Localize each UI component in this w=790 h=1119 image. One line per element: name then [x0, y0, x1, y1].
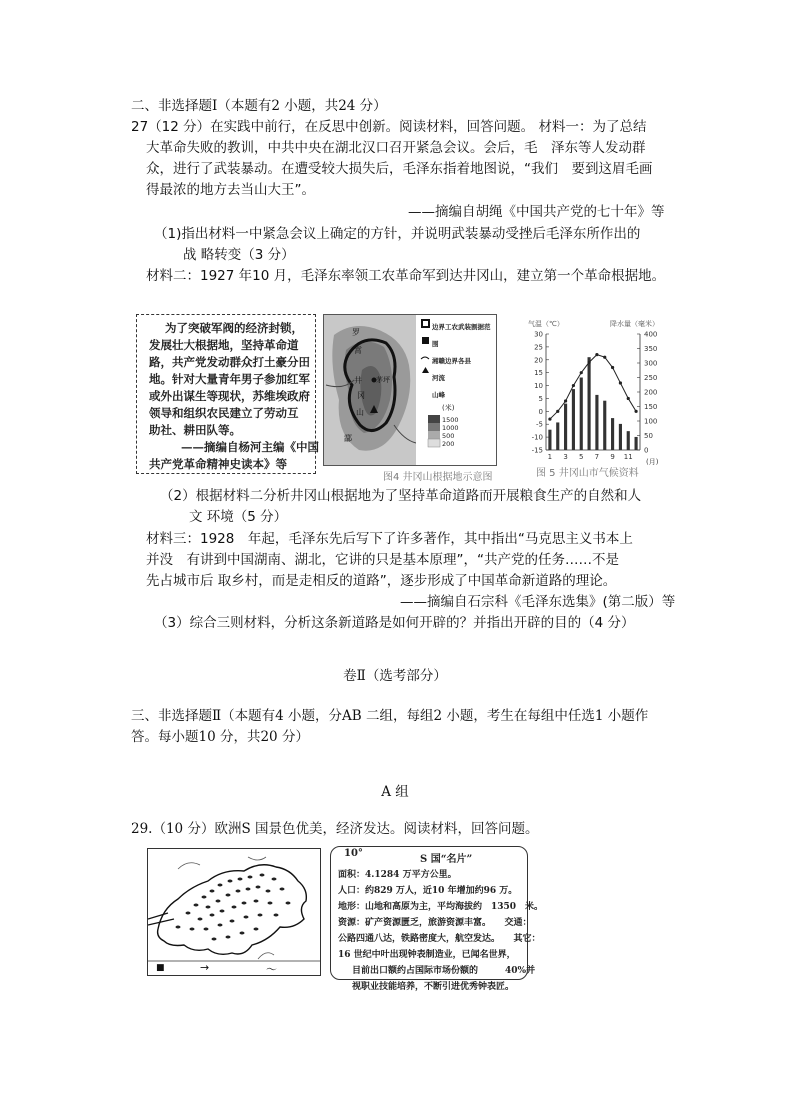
- material-2-textbox: [136, 314, 319, 474]
- chart-left-tick-label: 30: [534, 330, 543, 339]
- country-s-outline: [148, 849, 320, 975]
- sub-question-2-line1: （2）根据材料二分析井冈山根据地为了坚持革命道路而开展粮食生产的自然和人: [160, 488, 642, 504]
- precipitation-bar: [580, 378, 583, 451]
- sub-question-3: （3）综合三则材料，分析这条新道路是如何开辟的？并指出开辟的目的（4 分）: [154, 615, 635, 631]
- climate-chart: [522, 314, 682, 466]
- chart-x-tick-label: 5: [579, 453, 584, 461]
- textbox-line: ——摘编自杨河主编《中国: [181, 440, 319, 454]
- temperature-point: [564, 399, 567, 402]
- legend-square-icon: ■: [156, 963, 165, 973]
- textbox-line: 为了突破军阀的经济封锁，: [165, 321, 303, 335]
- q29-intro: 29.（10 分）欧洲S 国景色优美，经济发达。阅读材料，回答问题。: [131, 821, 539, 837]
- temperature-point: [548, 417, 551, 420]
- temperature-point: [627, 397, 630, 400]
- material-3-line1: 材料三：1928 年起，毛泽东先后写下了许多著作，其中指出“马克思主义书本上: [146, 531, 633, 547]
- sub-question-2-line2: 文 环境（5 分）: [189, 509, 288, 525]
- chart-left-tick-label: 15: [534, 369, 543, 378]
- card-line: 人口：约829 万人，近10 年增加约96 万。: [338, 886, 518, 896]
- textbox-line: 领导和组织农民建立了劳动互: [149, 406, 299, 420]
- chart-left-tick-label: 10: [534, 382, 543, 391]
- precipitation-bar: [603, 401, 606, 450]
- chart-right-tick-label: 300: [644, 359, 658, 368]
- q27-intro-line1: 27（12 分）在实践中前行，在反思中创新。阅读材料，回答问题。 材料一：为了总结: [131, 119, 647, 135]
- temperature-point: [572, 384, 575, 387]
- q27-intro-line2: 大革命失败的教训，中共中央在湖北汉口召开紧急会议。会后，毛 泽东等人发动群: [146, 140, 646, 156]
- textbox-line: 路，共产党发动群众打土豪分田: [149, 355, 310, 369]
- temperature-point: [634, 410, 637, 413]
- map-label: 山: [356, 408, 364, 417]
- elevation-tick: 1500: [442, 416, 459, 424]
- card-line: 视职业技能培养，不断引进优秀钟表匠。: [352, 982, 515, 992]
- q27-intro-line3: 众，进行了武装暴动。在遭受较大损失后，毛泽东指着地图说，“我们 要到这眉毛画: [146, 161, 653, 177]
- material-3-line3: 先占城市后 取乡村，而是走相反的道路”，逐步形成了中国革命新道路的理论。: [146, 573, 617, 589]
- section3-heading-line1: 三、非选择题Ⅱ（本题有4 小题，分AB 二组，每组2 小题，考生在每组中任选1 小题作: [131, 708, 649, 724]
- chart-right-tick-label: 400: [644, 330, 658, 339]
- temperature-point: [595, 353, 598, 356]
- precipitation-bar: [556, 422, 559, 450]
- chart-right-tick-label: 250: [644, 374, 658, 382]
- chart-left-tick-label: 5: [538, 394, 543, 403]
- legend-county-icon: [422, 337, 429, 344]
- volume2-title: 卷Ⅱ（选考部分）: [343, 668, 447, 684]
- card-line: 公路四通八达，铁路密度大，航空发达。 其它：: [338, 934, 541, 944]
- chart-right-tick-label: 50: [644, 432, 653, 440]
- fig4-caption: 图4 井冈山根据地示意图: [383, 472, 493, 483]
- chart-right-tick-label: 100: [644, 417, 658, 426]
- group-a-title: A 组: [381, 784, 409, 800]
- chart-x-tick-label: 3: [563, 453, 568, 461]
- sub-question-1-line1: （1)指出材料一中紧急会议上确定的方针，并说明武装暴动受挫后毛泽东所作出的: [154, 226, 641, 242]
- sub-question-1-line2: 战 略转变（3 分）: [183, 247, 295, 263]
- elevation-ticks: [442, 416, 459, 448]
- legend-river-icon: 〜: [266, 963, 277, 976]
- jinggangshan-map: [323, 314, 497, 466]
- chart-right-tick-label: 200: [644, 388, 658, 397]
- elevation-tick: 1000: [442, 424, 459, 432]
- precipitation-bar: [564, 404, 567, 450]
- map-label: 霄: [354, 346, 362, 355]
- chart-left-tick-label: 25: [534, 343, 543, 352]
- map-label: 井: [354, 376, 362, 385]
- textbox-line: 发展壮大根据地，坚持革命道: [149, 338, 299, 352]
- chart-right-tick-label: 350: [644, 345, 658, 353]
- fig5-caption: 图 5 井冈山市气候资料: [536, 468, 639, 479]
- temperature-line: [550, 355, 636, 419]
- map-legend: [432, 319, 496, 404]
- temperature-point: [611, 366, 614, 369]
- map-label: 罗: [352, 328, 360, 337]
- source-1: ——摘编自胡绳《中国共产党的七十年》等: [408, 204, 665, 220]
- temperature-point: [603, 356, 606, 359]
- precipitation-bar: [588, 357, 591, 450]
- elevation-unit: (米): [442, 404, 455, 412]
- temperature-point: [556, 410, 559, 413]
- chart-left-tick-label: -5: [536, 420, 543, 429]
- temperature-point: [619, 381, 622, 384]
- chart-left-tick-label: 20: [534, 356, 543, 365]
- source-3: ——摘编自石宗科《毛泽东选集》(第二版）等: [400, 594, 676, 610]
- material-3-line2: 并没 有讲到中国湖南、湖北，它讲的只是基本原理”，“共产党的任务……不是: [146, 552, 619, 568]
- section3-heading-line2: 答。每小题10 分，共20 分）: [131, 729, 309, 745]
- chart-ylabel-right: 降水量（毫米）: [610, 320, 659, 328]
- card-line: 地形：山地和高原为主，平均海拔约 1350 米。: [338, 902, 544, 912]
- legend-label: 湘赣边界各县: [432, 357, 471, 365]
- section2-heading: 二、非选择题Ⅰ（本题有2 小题，共24 分）: [131, 98, 387, 114]
- legend-arrow-icon: →: [200, 961, 210, 974]
- legend-label: 河流: [432, 374, 445, 382]
- material-2: 材料二：1927 年10 月，毛泽东率领工农革命军到达井冈山，建立第一个革命根据地。: [146, 268, 666, 284]
- chart-x-tick-label: 11: [623, 453, 633, 461]
- legend-label: 山峰: [432, 391, 445, 399]
- chart-x-tick-label: 1: [547, 453, 553, 461]
- q27-intro-line4: 得最浓的地方去当山大王”。: [146, 182, 315, 198]
- card-line: 16 世纪中叶出现钟表制造业，已闻名世界，: [338, 950, 516, 960]
- legend-label: 边界工农武装割据范围: [432, 323, 491, 348]
- card-line: 资源：矿产资源匮乏，旅游资源丰富。 交通：: [338, 918, 532, 928]
- precipitation-bar: [619, 424, 622, 450]
- card-line: 目前出口额约占国际市场份额的 40%并: [352, 966, 536, 976]
- precipitation-bar: [611, 418, 614, 450]
- precipitation-bar: [627, 431, 630, 450]
- card-corner-label: 10°: [344, 848, 363, 859]
- chart-left-tick-label: -15: [531, 446, 543, 455]
- chart-right-tick-label: 0: [644, 446, 649, 455]
- chart-x-tick-label: 7: [594, 453, 600, 461]
- textbox-line: 地。针对大量青年男子参加红军: [149, 372, 310, 386]
- chart-x-tick-label: 9: [610, 453, 615, 461]
- card-line: 面积：4.1284 万平方公里。: [338, 870, 457, 880]
- map-label: 酃: [344, 434, 352, 443]
- temperature-point: [580, 371, 583, 374]
- country-s-map: [147, 848, 321, 976]
- map-label: 茅坪: [376, 376, 390, 384]
- temperature-point: [587, 361, 590, 364]
- textbox-line: 助社、耕田队等。: [149, 423, 241, 437]
- chart-left-tick-label: -10: [531, 433, 543, 442]
- precipitation-bar: [635, 437, 638, 450]
- chart-xunit: (月): [646, 458, 659, 466]
- chart-left-tick-label: 0: [538, 407, 543, 416]
- elevation-tick: 500: [442, 432, 455, 440]
- card-title: S 国“名片”: [420, 854, 473, 865]
- textbox-line: 或外出谋生等现状，苏维埃政府: [149, 389, 310, 403]
- chart-ylabel-left: 气温（℃）: [528, 320, 564, 328]
- precipitation-bar: [548, 430, 551, 450]
- precipitation-bar: [572, 389, 575, 450]
- map-label: 冈: [357, 391, 365, 400]
- precipitation-bar: [595, 395, 598, 450]
- chart-right-tick-label: 150: [644, 403, 658, 411]
- elevation-tick: 200: [442, 440, 455, 448]
- textbox-line: 共产党革命精神史读本》等: [149, 457, 287, 471]
